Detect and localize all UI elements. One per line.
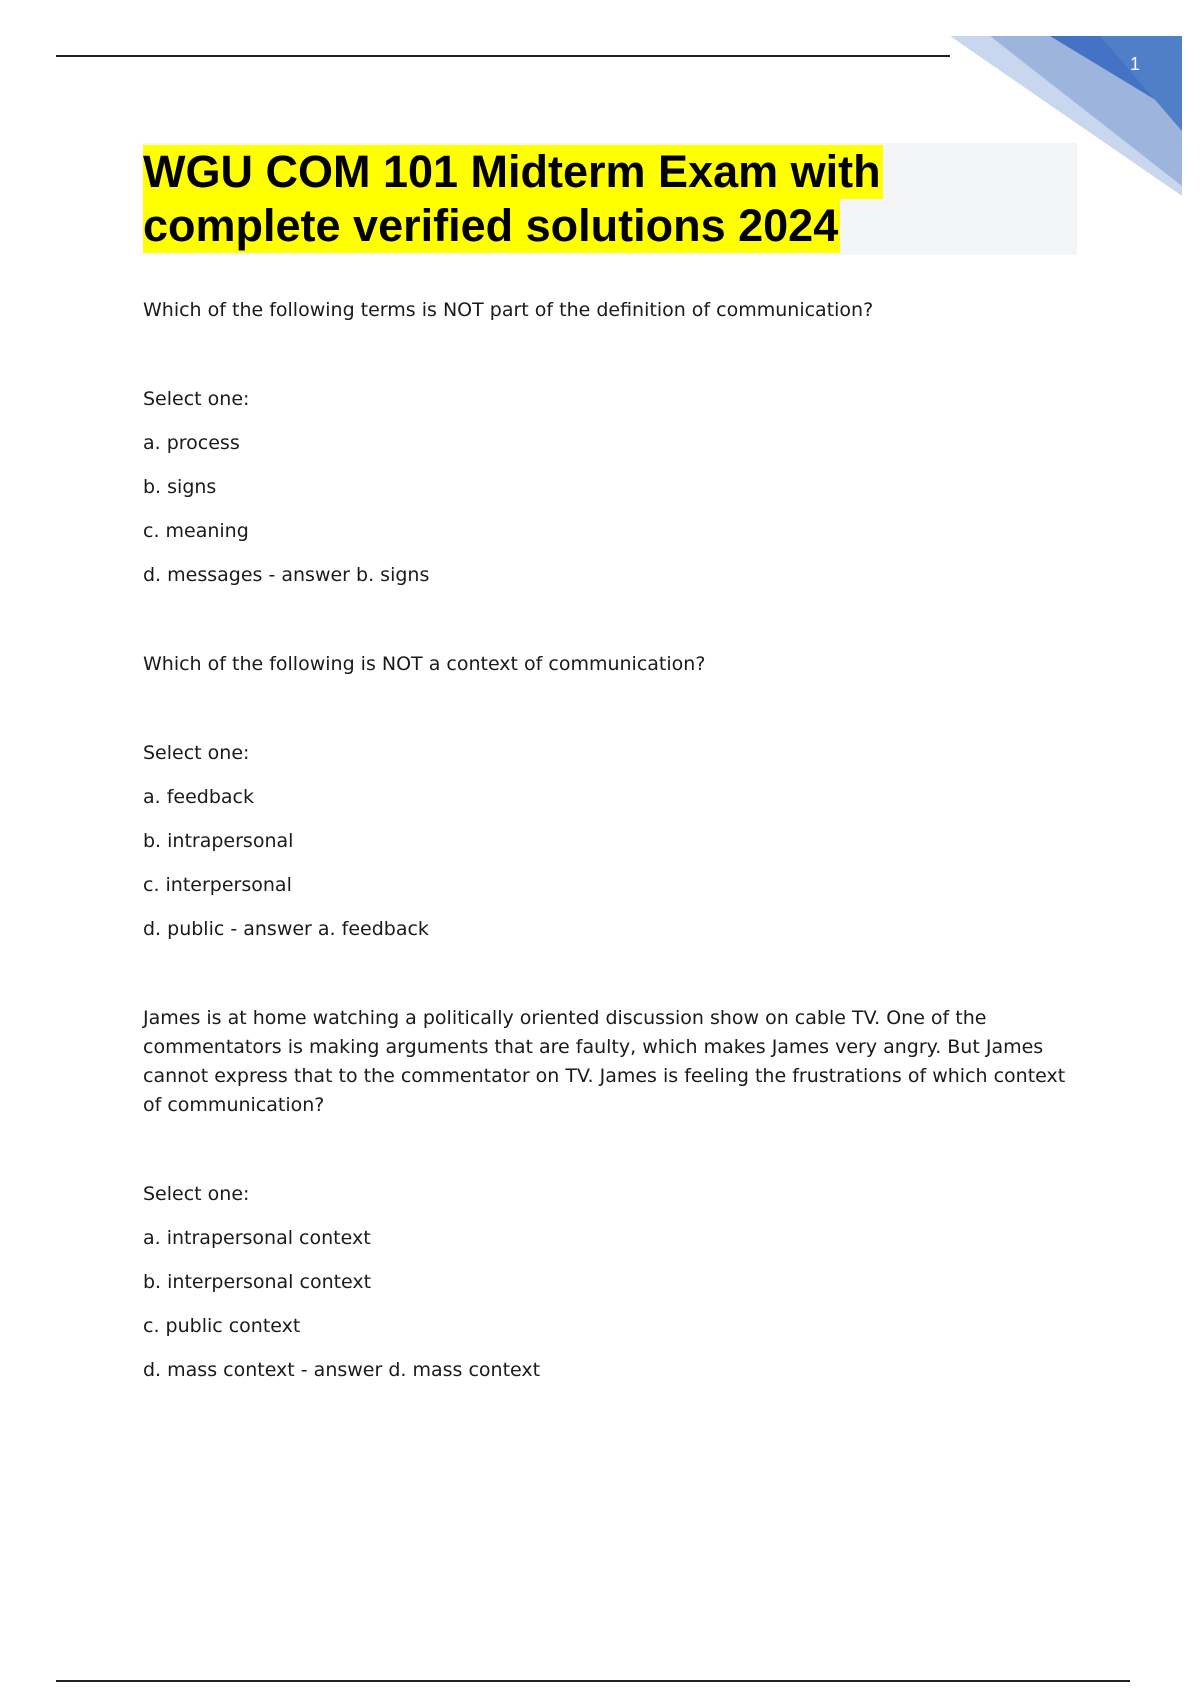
question-block-2 (143, 650, 1083, 944)
title-line-1: WGU COM 101 Midterm Exam with (143, 146, 881, 197)
title-line-2: complete verified solutions 2024 (143, 200, 839, 251)
select-one-label: Select one: (143, 388, 250, 410)
question-text: Which of the following is NOT a context of communication? (143, 653, 706, 675)
option-d-with-answer: d. messages - answer b. signs (143, 564, 430, 586)
footer-rule (56, 1680, 1130, 1682)
option-d-with-answer: d. public - answer a. feedback (143, 918, 429, 940)
page-number: 1 (1129, 54, 1140, 74)
document-title (143, 145, 883, 253)
option-c: c. public context (143, 1315, 301, 1337)
select-one-label: Select one: (143, 742, 250, 764)
question-text: Which of the following terms is NOT part of the definition of communication? (143, 299, 874, 321)
exam-content (143, 296, 1083, 1385)
question-block-1 (143, 296, 1083, 590)
option-a: a. feedback (143, 786, 255, 808)
option-d-with-answer: d. mass context - answer d. mass context (143, 1359, 541, 1381)
option-c: c. meaning (143, 520, 249, 542)
option-a: a. process (143, 432, 240, 454)
option-b: b. signs (143, 476, 217, 498)
option-a: a. intrapersonal context (143, 1227, 371, 1249)
select-one-label: Select one: (143, 1183, 250, 1205)
question-text: James is at home watching a politically oriented discussion show on cable TV. One of the commentators is making arguments that are faulty, which makes James very angry. But James cannot express that to the commentator on TV. James is feeling the frustrations of which context of communication? (143, 1007, 1066, 1116)
option-b: b. interpersonal context (143, 1271, 372, 1293)
question-block-3 (143, 1004, 1083, 1385)
header-rule (56, 55, 950, 57)
option-b: b. intrapersonal (143, 830, 294, 852)
option-c: c. interpersonal (143, 874, 292, 896)
